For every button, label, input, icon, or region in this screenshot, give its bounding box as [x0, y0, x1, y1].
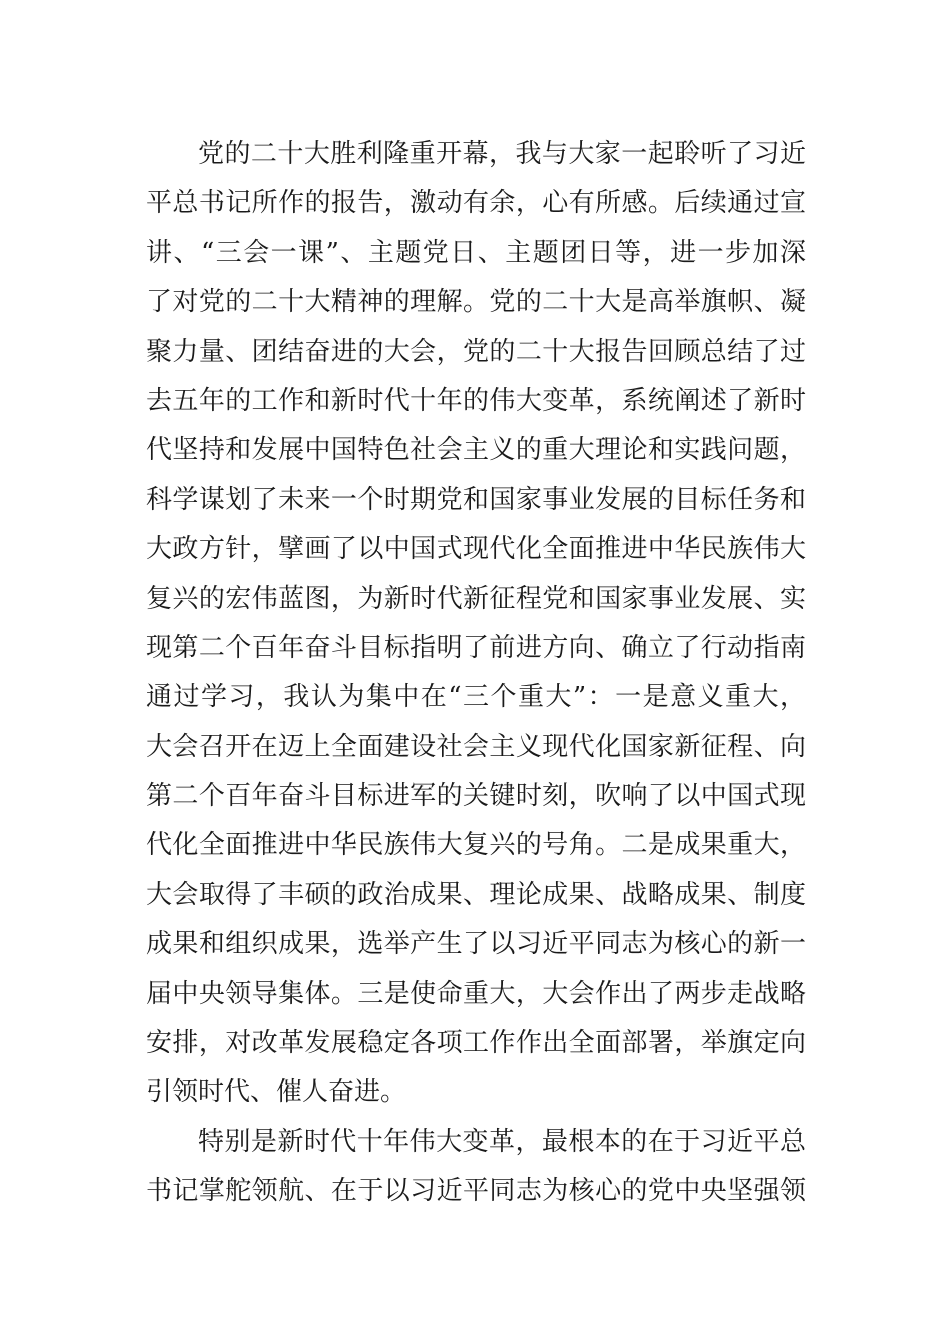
- paragraph-1-line: 安排，对改革发展稳定各项工作作出全面部署，举旗定向: [146, 1028, 806, 1059]
- paragraph-1-line: 第二个百年奋斗目标进军的关键时刻，吹响了以中国式现: [146, 781, 806, 812]
- paragraph-1-line: 通过学习，我认为集中在“三个重大”：一是意义重大，: [146, 682, 806, 713]
- paragraph-1-line: 平总书记所作的报告，激动有余，心有所感。后续通过宣: [146, 188, 806, 219]
- paragraph-1-line: 现第二个百年奋斗目标指明了前进方向、确立了行动指南: [146, 632, 806, 663]
- paragraph-1-line: 了对党的二十大精神的理解。党的二十大是高举旗帜、凝: [146, 287, 806, 318]
- paragraph-2-line: 特别是新时代十年伟大变革，最根本的在于习近平总: [198, 1126, 806, 1157]
- paragraph-1-line: 党的二十大胜利隆重开幕，我与大家一起聆听了习近: [198, 139, 806, 169]
- paragraph-2-line: 书记掌舵领航、在于以习近平同志为核心的党中央坚强领: [146, 1176, 806, 1207]
- paragraph-1-line: 大会召开在迈上全面建设社会主义现代化国家新征程、向: [146, 731, 806, 762]
- paragraph-1-line: 去五年的工作和新时代十年的伟大变革，系统阐述了新时: [146, 385, 806, 416]
- paragraph-1-line: 聚力量、团结奋进的大会，党的二十大报告回顾总结了过: [146, 336, 806, 367]
- paragraph-1-line: 复兴的宏伟蓝图，为新时代新征程党和国家事业发展、实: [146, 583, 806, 614]
- paragraph-1-line: 代化全面推进中华民族伟大复兴的号角。二是成果重大，: [146, 830, 806, 861]
- paragraph-1-line: 引领时代、催人奋进。: [146, 1077, 407, 1108]
- paragraph-1-line: 大政方针，擘画了以中国式现代化全面推进中华民族伟大: [146, 534, 806, 565]
- body-text: [146, 130, 806, 1217]
- paragraph-1-line: 成果和组织成果，选举产生了以习近平同志为核心的新一: [146, 929, 806, 960]
- paragraph-1-line: 代坚持和发展中国特色社会主义的重大理论和实践问题，: [146, 435, 806, 466]
- paragraph-1-line: 届中央领导集体。三是使命重大，大会作出了两步走战略: [146, 978, 806, 1009]
- paragraph-1-line: 科学谋划了未来一个时期党和国家事业发展的目标任务和: [146, 484, 806, 515]
- paragraph-1-line: 大会取得了丰硕的政治成果、理论成果、战略成果、制度: [146, 879, 806, 910]
- paragraph-1-line: 讲、“三会一课”、主题党日、主题团日等，进一步加深: [146, 237, 806, 268]
